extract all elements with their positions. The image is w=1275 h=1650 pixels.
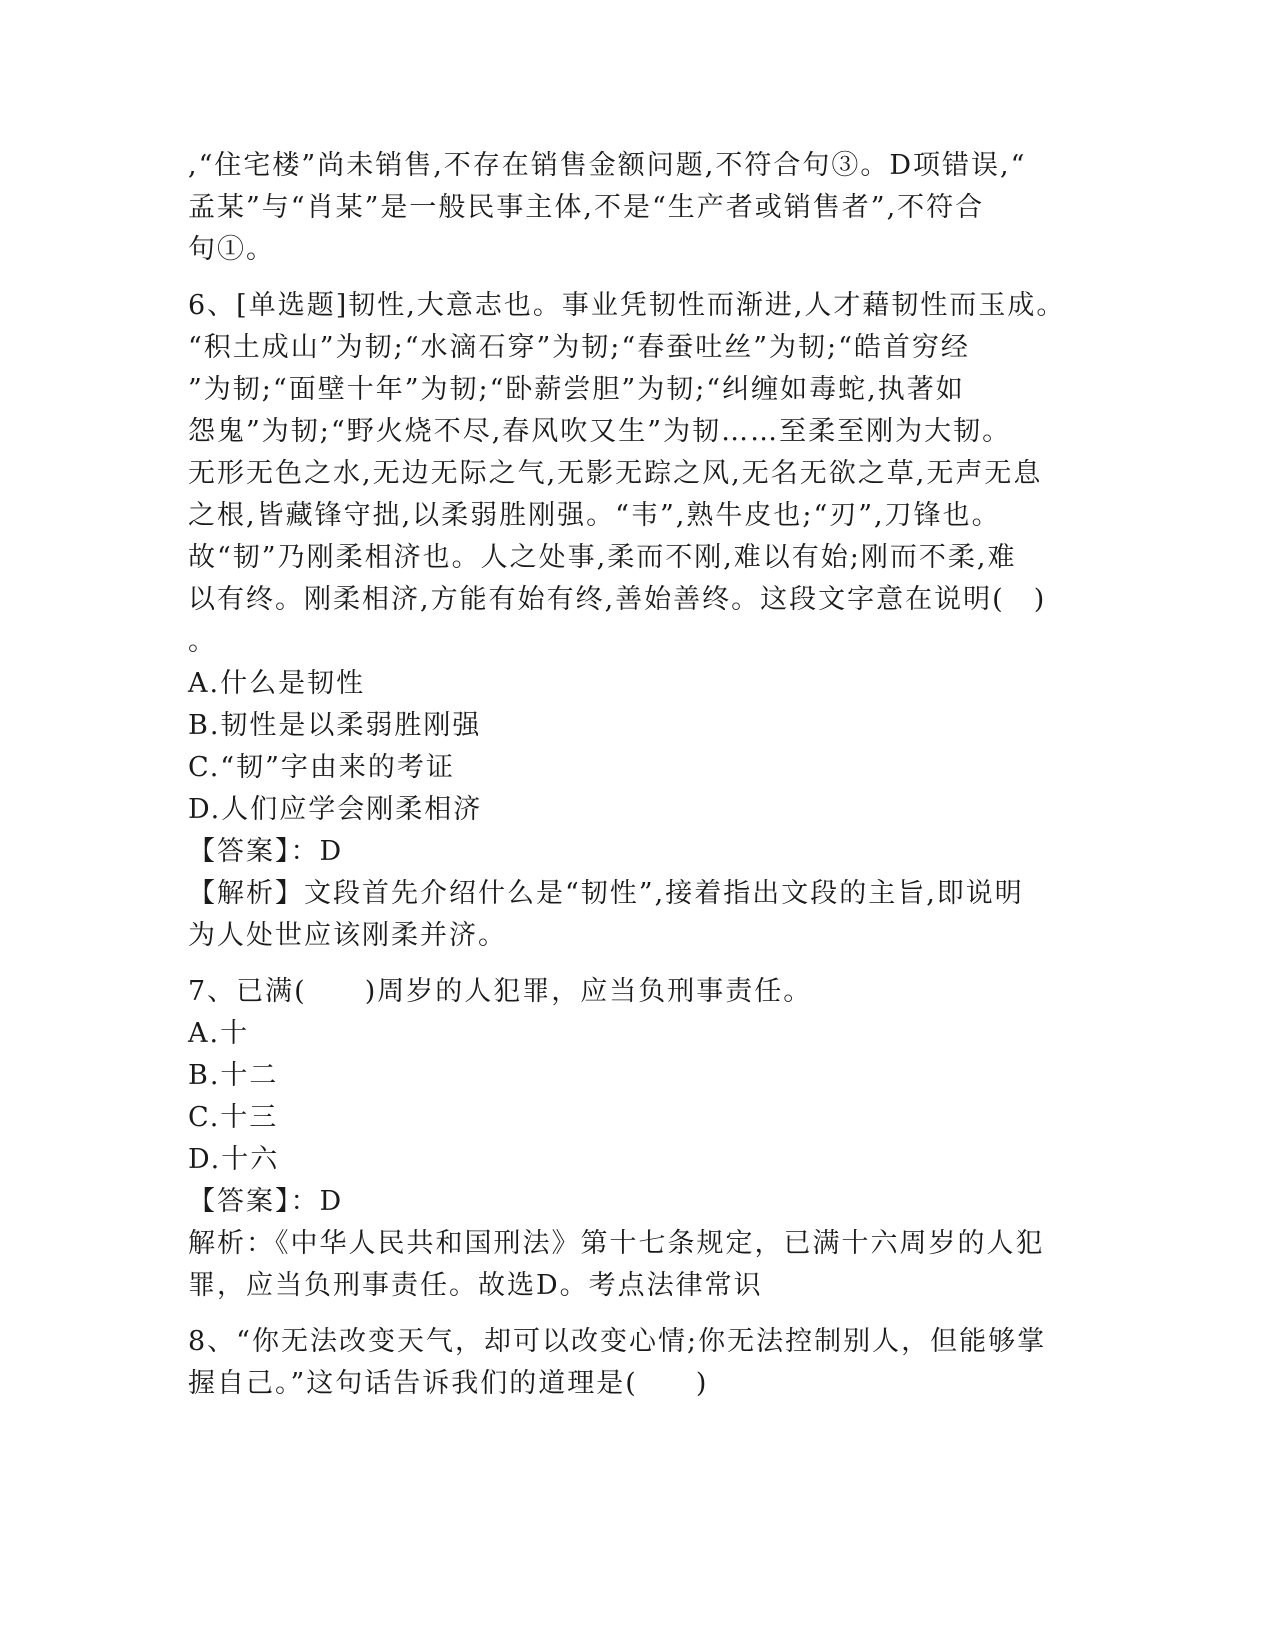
option-c: C.“韧”字由来的考证 [188,752,455,783]
text-line: 6、[单选题]韧性,大意志也。事业凭韧性而渐进,人才藉韧性而玉成。 [188,290,1066,321]
option-b: B.韧性是以柔弱胜刚强 [188,710,482,741]
text-line: 为人处世应该刚柔并济。 [188,920,507,951]
text-line: 无形无色之水,无边无际之气,无影无踪之风,无名无欲之草,无声无息 [188,458,1043,489]
option-d: D.人们应学会刚柔相济 [188,794,483,825]
text-line: 以有终。刚柔相济,方能有始有终,善始善终。这段文字意在说明( ) [188,584,1047,615]
question-7-answer: 【答案】：D [188,1186,344,1217]
option-a: A.什么是韧性 [188,668,366,699]
question-6-options [188,663,1068,831]
text-line: “积土成山”为韧;“水滴石穿”为韧;“春蚕吐丝”为韧;“皓首穷经 [188,332,970,363]
text-line: 罪，应当负刑事责任。故选D。考点法律常识 [188,1270,763,1301]
text-line: 故“韧”乃刚柔相济也。人之处事,柔而不刚,难以有始;刚而不柔,难 [188,542,1017,573]
option-b: B.十二 [188,1060,279,1091]
question-7-stem: 7、已满( )周岁的人犯罪，应当负刑事责任。 [188,976,813,1007]
question-6-answer: 【答案】：D [188,836,344,867]
question-6-stem [188,285,1068,663]
text-line: 怨鬼”为韧;“野火烧不尽,春风吹又生”为韧……至柔至刚为大韧。 [188,416,1012,447]
text-line: 孟某”与“肖某”是一般民事主体,不是“生产者或销售者”,不符合 [188,192,985,223]
text-line: ,“住宅楼”尚未销售,不存在销售金额问题,不符合句③。D项错误,“ [188,150,1027,181]
question-6 [188,285,1068,957]
text-line: 之根,皆藏锋守拙,以柔弱胜刚强。“韦”,熟牛皮也;“刃”,刀锋也。 [188,500,1001,531]
option-c: C.十三 [188,1102,279,1133]
prev-explanation [188,145,1068,271]
question-8 [188,1321,1068,1405]
text-line: ”为韧;“面壁十年”为韧;“卧薪尝胆”为韧;“纠缠如毒蛇,执著如 [188,374,965,405]
text-line: 8、“你无法改变天气，却可以改变心情;你无法控制别人，但能够掌 [188,1326,1047,1357]
text-line: 。 [188,626,217,657]
text-line: 握自己。”这句话告诉我们的道理是( ) [188,1368,709,1399]
text-line: 句①。 [188,234,275,265]
text-line: 【解析】文段首先介绍什么是“韧性”,接着指出文段的主旨,即说明 [188,878,1024,909]
option-d: D.十六 [188,1144,280,1175]
question-7-analysis [188,1223,1068,1307]
question-7-options [188,1013,1068,1181]
question-6-analysis [188,873,1068,957]
text-line: 解析：《中华人民共和国刑法》第十七条规定，已满十六周岁的人犯 [188,1228,1045,1259]
option-a: A.十 [188,1018,250,1049]
question-7 [188,971,1068,1307]
document-page [188,145,1068,1405]
